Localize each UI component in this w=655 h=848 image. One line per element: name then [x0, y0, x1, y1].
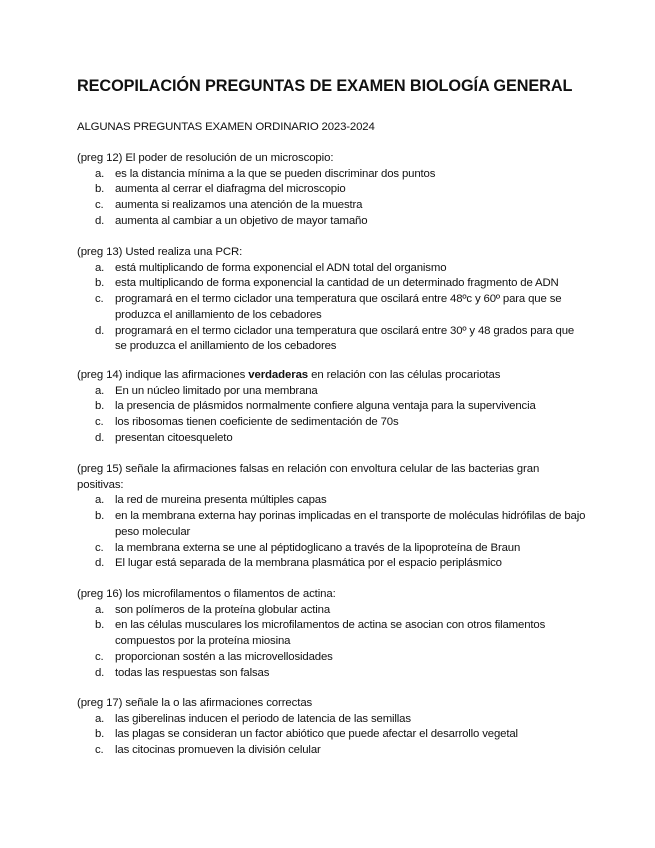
option-letter: c.: [95, 650, 104, 663]
question-stem: (preg 12) El poder de resolución de un microscopio:: [77, 152, 334, 164]
option-text: programará en el termo ciclador una temperatura que oscilará entre 30º y 48 grados para que se produzca el anillamiento de los cebadores: [115, 324, 575, 353]
option-item: [77, 509, 587, 540]
option-item: [77, 493, 587, 509]
option-text: aumenta al cambiar a un objetivo de mayor tamaño: [115, 214, 368, 227]
question-14: [77, 368, 587, 447]
option-item: [77, 666, 587, 682]
option-item: [77, 712, 587, 728]
option-text: esta multiplicando de forma exponencial la cantidad de un determinado fragmento de ADN: [115, 277, 559, 290]
option-item: [77, 167, 587, 183]
question-stem: [77, 368, 587, 384]
option-text: aumenta si realizamos una atención de la muestra: [115, 199, 363, 212]
option-item: [77, 603, 587, 619]
option-item: [77, 415, 587, 431]
option-text: es la distancia mínima a la que se pueden discriminar dos puntos: [115, 167, 436, 180]
option-letter: c.: [95, 199, 104, 212]
option-letter: b.: [95, 277, 105, 290]
option-item: [77, 431, 587, 447]
question-16: [77, 587, 587, 681]
option-letter: d.: [95, 557, 105, 570]
stem-text: (preg 14) indique las afirmaciones: [77, 369, 249, 381]
option-list: [77, 261, 587, 355]
option-text: presentan citoesqueleto: [115, 431, 233, 444]
option-letter: b.: [95, 619, 105, 632]
option-letter: a.: [95, 384, 105, 397]
question-17: [77, 696, 587, 759]
option-item: [77, 324, 587, 355]
option-item: [77, 261, 587, 277]
option-text: en la membrana externa hay porinas implicadas en el transporte de moléculas hidrófilas de bajo peso molecular: [115, 510, 586, 538]
option-list: [77, 167, 587, 230]
option-letter: b.: [95, 400, 105, 413]
option-letter: d.: [95, 431, 105, 444]
option-text: la membrana externa se une al péptidoglicano a través de la lipoproteína de Braun: [115, 541, 521, 554]
option-letter: a.: [95, 494, 105, 507]
option-letter: b.: [95, 183, 105, 196]
option-letter: c.: [95, 744, 104, 757]
option-text: las plagas se consideran un factor abiótico que puede afectar el desarrollo vegetal: [115, 728, 518, 741]
option-letter: d.: [95, 324, 105, 337]
option-letter: a.: [95, 603, 105, 616]
option-item: [77, 292, 587, 323]
document-title: RECOPILACIÓN PREGUNTAS DE EXAMEN BIOLOGÍA GENERAL: [77, 77, 573, 95]
stem-text: en relación con las células procariotas: [308, 369, 501, 381]
option-letter: a.: [95, 261, 105, 274]
option-letter: c.: [95, 416, 104, 429]
option-item: [77, 182, 587, 198]
option-text: la red de mureina presenta múltiples capas: [115, 494, 327, 507]
option-item: [77, 399, 587, 415]
question-15: [77, 462, 587, 572]
option-list: [77, 712, 587, 759]
option-list: [77, 603, 587, 682]
option-text: las giberelinas inducen el periodo de latencia de las semillas: [115, 712, 411, 725]
option-letter: b.: [95, 510, 105, 523]
question-stem: (preg 13) Usted realiza una PCR:: [77, 246, 243, 258]
option-letter: c.: [95, 293, 104, 306]
option-text: está multiplicando de forma exponencial el ADN total del organismo: [115, 261, 447, 274]
option-text: programará en el termo ciclador una temperatura que oscilará entre 48ºc y 60º para que se produzca el anillamiento de los cebadores: [115, 293, 562, 321]
option-item: [77, 650, 587, 666]
option-item: [77, 727, 587, 743]
option-item: [77, 214, 587, 230]
option-text: los ribosomas tienen coeficiente de sedimentación de 70s: [115, 416, 399, 429]
option-list: [77, 384, 587, 447]
option-letter: b.: [95, 728, 105, 741]
option-item: [77, 384, 587, 400]
option-text: aumenta al cerrar el diafragma del microscopio: [115, 183, 346, 196]
question-stem: (preg 17) señale la o las afirmaciones correctas: [77, 697, 313, 709]
stem-emphasis: verdaderas: [248, 369, 309, 381]
option-text: las citocinas promueven la división celular: [115, 744, 321, 757]
option-text: En un núcleo limitado por una membrana: [115, 384, 318, 397]
option-text: El lugar está separada de la membrana plasmática por el espacio periplásmico: [115, 557, 502, 570]
option-text: son polímeros de la proteína globular actina: [115, 603, 331, 616]
question-stem: (preg 16) los microfilamentos o filamentos de actina:: [77, 588, 336, 600]
question-13: [77, 245, 587, 355]
option-item: [77, 276, 587, 292]
option-letter: c.: [95, 541, 104, 554]
option-text: proporcionan sostén a las microvellosidades: [115, 650, 333, 663]
question-stem: (preg 15) señale la afirmaciones falsas en relación con envoltura celular de las bacterias gran positivas:: [77, 463, 540, 491]
option-item: [77, 618, 587, 649]
option-list: [77, 493, 587, 572]
document-subtitle: ALGUNAS PREGUNTAS EXAMEN ORDINARIO 2023-2024: [77, 121, 375, 133]
option-item: [77, 541, 587, 557]
option-item: [77, 198, 587, 214]
question-12: [77, 151, 587, 230]
option-item: [77, 743, 587, 759]
option-text: en las células musculares los microfilamentos de actina se asocian con otros filamentos compuestos por la proteína miosina: [115, 619, 546, 648]
option-item: [77, 556, 587, 572]
option-letter: d.: [95, 214, 105, 227]
option-text: la presencia de plásmidos normalmente confiere alguna ventaja para la supervivencia: [115, 400, 536, 413]
option-letter: d.: [95, 666, 105, 679]
option-letter: a.: [95, 712, 105, 725]
option-text: todas las respuestas son falsas: [115, 666, 270, 679]
option-letter: a.: [95, 167, 105, 180]
